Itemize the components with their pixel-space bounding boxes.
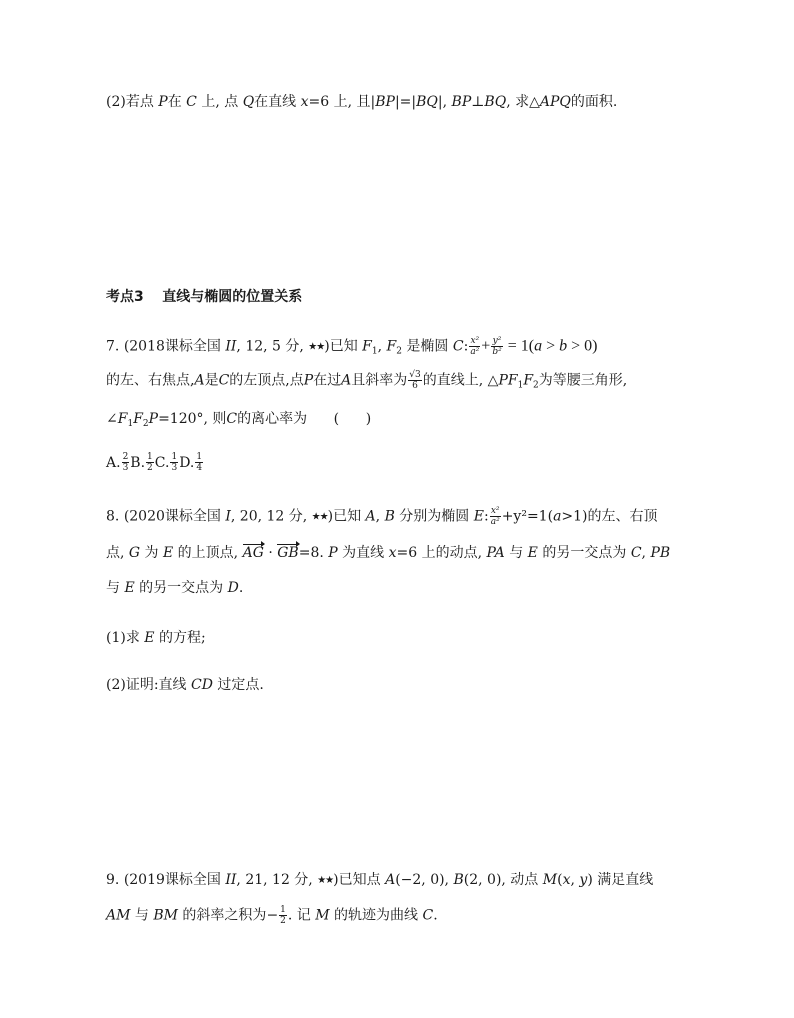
choice-c[interactable]: C. $\frac{1}{3}$: [154, 452, 178, 473]
vector-gb: GB: [277, 545, 299, 561]
q9-line2: AM 与 BM 的斜率之积为− $\frac{1}{2}$ . 记 M 的轨迹为曲线 C.: [106, 905, 438, 926]
q8-line2: 点, G 为 E 的上顶点, AG · GB=8. P 为直线 x=6 上的动点, PA 与 E 的另一交点为 C, PB: [106, 545, 671, 561]
choice-b[interactable]: B. $\frac{1}{2}$: [130, 452, 153, 473]
q8-line3: 与 E 的另一交点为 D.: [106, 580, 244, 596]
difficulty-stars-icon: ★★: [308, 341, 325, 353]
q8-sub2: (2)证明:直线 CD 过定点.: [106, 677, 264, 693]
q9-line1: 9. (2019课标全国 II, 21, 12 分, ★★)已知点 A(−2, 0), B(2, 0), 动点 M(x, y) 满足直线: [106, 872, 654, 888]
section-heading: [106, 287, 302, 307]
section-label: 考点3: [106, 289, 144, 305]
choice-a[interactable]: A. $\frac{2}{3}$: [106, 452, 129, 473]
fraction: $\frac{\text{x²}}{\text{a²}}$: [490, 506, 500, 527]
vector-ag: AG: [242, 545, 264, 561]
q8-line1: 8. (2020课标全国 I, 20, 12 分, ★★)已知 A, B 分别为椭圆 E: $\frac{\text{x²}}{\text{a²}}$ +y²=1(a>1)的左、右顶: [106, 506, 658, 527]
q6-part2: (2)若点 P在 C 上, 点 Q在直线 x=6 上, 且|BP|=|BQ|, BP⊥BQ, 求△APQ的面积.: [106, 94, 618, 110]
q7-line3: $\angle F_1F_2P=120^\circ$, 则C的离心率为 ( ): [106, 411, 372, 429]
difficulty-stars-icon: ★★: [311, 511, 328, 523]
question-number: 9.: [106, 872, 120, 888]
answer-blank: ( ): [333, 411, 372, 427]
fraction: $\frac{\text{y²}}{\text{b²}}$: [492, 336, 502, 357]
q8-sub1: (1)求 E 的方程;: [106, 630, 206, 646]
choice-d[interactable]: D. $\frac{1}{4}$: [179, 452, 203, 473]
slope-fraction: $\frac{√3}{6}$: [409, 370, 421, 391]
q7-line2: 的左、右焦点,A是C的左顶点,点P在过A且斜率为 $\frac{√3}{6}$ 的直线上, $\triangle PF_1F_2$为等腰三角形,: [106, 370, 628, 391]
question-number: 7.: [106, 338, 120, 355]
q7-choices: [106, 452, 204, 473]
q7-line1: 7. (2018课标全国 II, 12, 5 分, ★★)已知 $F_1$, $F_2$ 是椭圆 C: $\frac{\text{x²}}{\text{a²}}$ + $\frac{\text{y²}}{\text{b²}}$ = 1(a > b > 0): [106, 336, 598, 357]
difficulty-stars-icon: ★★: [317, 875, 334, 886]
question-number: 8.: [106, 508, 120, 525]
section-title: 直线与椭圆的位置关系: [162, 289, 303, 305]
fraction: $\frac{1}{2}$: [280, 905, 286, 926]
fraction: $\frac{\text{x²}}{\text{a²}}$: [470, 336, 480, 357]
